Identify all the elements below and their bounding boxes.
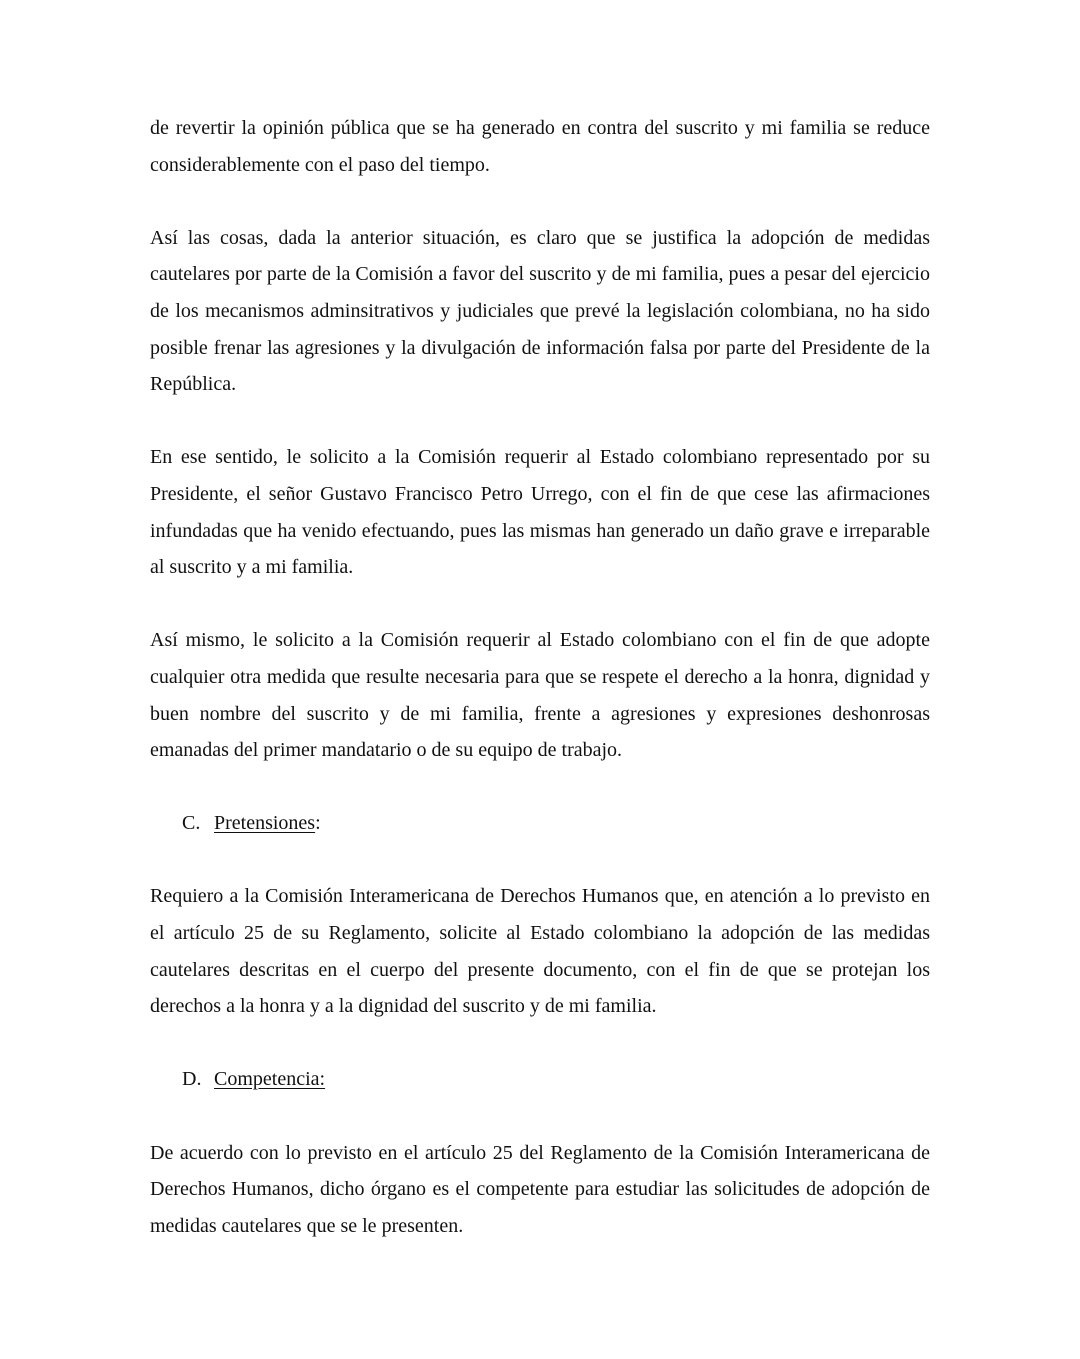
section-title-colon: : [315, 812, 321, 835]
paragraph-pretensiones: Requiero a la Comisión Interamericana de Derechos Humanos que, en atención a lo previsto en el artículo 25 de su Reglamento, solicite al Estado colombiano la adopción de las medidas cautelares descritas en el cuerpo del presente documento, con el fin de que se protejan los derechos a la honra y a la dignidad del suscrito y de mi familia. [150, 885, 930, 1018]
section-title-pretensiones: Pretensiones [214, 812, 316, 835]
section-letter-d: D. [182, 1068, 202, 1091]
paragraph-justificacion-medidas: Así las cosas, dada la anterior situación, es claro que se justifica la adopción de medidas cautelares por parte de la Comisión a favor del suscrito y de mi familia, pues a pesar del ejercicio de los mecanismos adminsitrativos y judiciales que prevé la legislación colombiana, no ha sido posible frenar las agresiones y la divulgación de información falsa por parte del Presidente de la República. [150, 226, 930, 396]
paragraph-competencia: De acuerdo con lo previsto en el artículo 25 del Reglamento de la Comisión Interamericana de Derechos Humanos, dicho órgano es el competente para estudiar las solicitudes de adopción de medidas cautelares que se le presenten. [150, 1141, 930, 1237]
section-heading-pretensiones [150, 805, 930, 842]
section-title-competencia: Competencia: [214, 1068, 326, 1091]
paragraph-opinion-publica: de revertir la opinión pública que se ha generado en contra del suscrito y mi familia se reduce considerablemente con el paso del tiempo. [150, 117, 930, 176]
paragraph-solicitud-otras-medidas: Así mismo, le solicito a la Comisión requerir al Estado colombiano con el fin de que adopte cualquier otra medida que resulte necesaria para que se respete el derecho a la honra, dignidad y buen nombre del suscrito y de mi familia, frente a agresiones y expresiones deshonrosas emanadas del primer mandatario o de su equipo de trabajo. [150, 629, 930, 762]
document-page [150, 110, 930, 1244]
paragraph-solicitud-cese: En ese sentido, le solicito a la Comisión requerir al Estado colombiano representado por su Presidente, el señor Gustavo Francisco Petro Urrego, con el fin de que cese las afirmaciones infundadas que ha venido efectuando, pues las mismas han generado un daño grave e irreparable al suscrito y a mi familia. [150, 446, 930, 579]
section-heading-competencia [150, 1061, 930, 1098]
section-letter-c: C. [182, 812, 201, 835]
